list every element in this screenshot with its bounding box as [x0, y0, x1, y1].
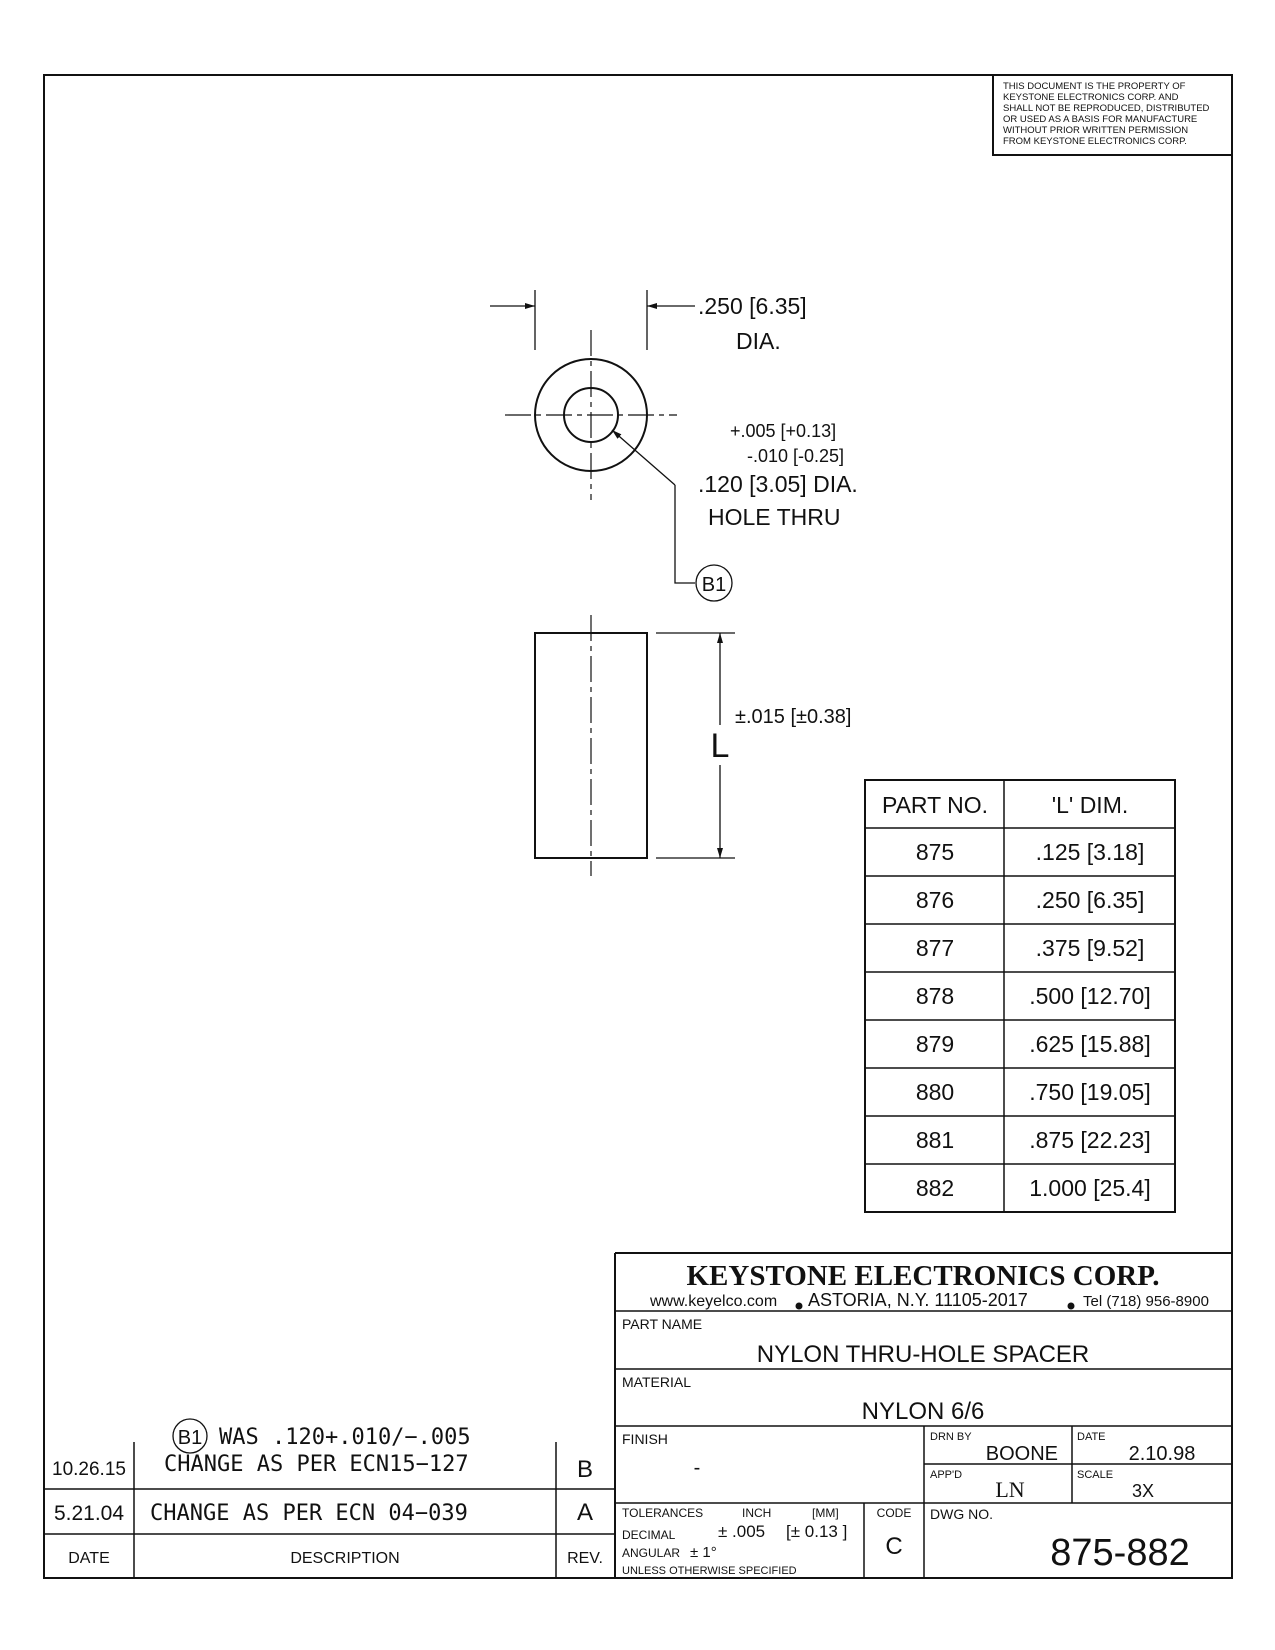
- drn-by-label: DRN BY: [930, 1431, 972, 1443]
- rev-row-rev: A: [576, 1499, 594, 1526]
- decimal-tol: ± .005: [718, 1522, 766, 1541]
- notice-line: OR USED AS A BASIS FOR MANUFACTURE: [1003, 114, 1198, 125]
- decimal-tol-mm: [± 0.13 ]: [786, 1522, 848, 1541]
- table-header-dim: 'L' DIM.: [1051, 792, 1129, 818]
- table-cell-dim: .750 [19.05]: [1029, 1079, 1151, 1105]
- outer-dia-label: .250 [6.35]: [698, 293, 807, 319]
- table-cell-part: 879: [915, 1031, 955, 1057]
- code-value: C: [885, 1533, 903, 1560]
- finish-value: -: [693, 1457, 701, 1479]
- notice-line: FROM KEYSTONE ELECTRONICS CORP.: [1003, 136, 1187, 147]
- material-label: MATERIAL: [622, 1374, 691, 1390]
- date-value: 2.10.98: [1128, 1443, 1196, 1465]
- rev-row-rev: B: [576, 1456, 594, 1483]
- table-cell-part: 882: [915, 1175, 955, 1201]
- decimal-label: DECIMAL: [622, 1528, 676, 1542]
- notice-line: WITHOUT PRIOR WRITTEN PERMISSION: [1003, 125, 1189, 136]
- side-view: [535, 615, 851, 876]
- finish-label: FINISH: [622, 1431, 668, 1447]
- scale-label: SCALE: [1077, 1469, 1114, 1481]
- table-cell-dim: .500 [12.70]: [1029, 983, 1151, 1009]
- date-label: DATE: [1077, 1431, 1106, 1443]
- notice-line: SHALL NOT BE REPRODUCED, DISTRIBUTED: [1003, 103, 1210, 114]
- inch-label: INCH: [742, 1506, 772, 1520]
- table-cell-part: 881: [915, 1127, 955, 1153]
- revision-block: [44, 1419, 615, 1578]
- part-name-label: PART NAME: [622, 1316, 703, 1332]
- hole-tol-plus: +.005 [+0.13]: [730, 421, 837, 441]
- table-cell-dim: .875 [22.23]: [1029, 1127, 1151, 1153]
- part-table: [865, 780, 1175, 1212]
- property-notice: [993, 75, 1232, 155]
- table-cell-dim: .375 [9.52]: [1035, 935, 1145, 961]
- rev-row-date: 10.26.15: [52, 1459, 126, 1480]
- outer-dia-suffix: DIA.: [736, 328, 781, 354]
- company-address: ASTORIA, N.Y. 11105-2017: [808, 1290, 1028, 1310]
- company-website: www.keyelco.com: [650, 1293, 778, 1310]
- table-cell-part: 877: [915, 935, 955, 961]
- tolerances-label: TOLERANCES: [622, 1506, 704, 1520]
- material-value: NYLON 6/6: [861, 1398, 985, 1425]
- length-tol-label: ±.015 [±0.38]: [735, 706, 852, 728]
- rev-header-description: DESCRIPTION: [290, 1550, 400, 1567]
- notice-line: THIS DOCUMENT IS THE PROPERTY OF: [1003, 81, 1186, 92]
- angular-tol: ± 1°: [690, 1544, 717, 1561]
- mm-label: [MM]: [812, 1506, 839, 1520]
- dwg-no-value: 875-882: [1050, 1532, 1190, 1574]
- rev-note-balloon: B1: [177, 1427, 203, 1449]
- dwg-no-label: DWG NO.: [930, 1506, 993, 1522]
- rev-row-description: CHANGE AS PER ECN15−127: [164, 1452, 469, 1477]
- balloon-label: B1: [701, 574, 727, 596]
- rev-row-description: CHANGE AS PER ECN 04−039: [150, 1501, 468, 1526]
- unless-note: UNLESS OTHERWISE SPECIFIED: [622, 1565, 797, 1577]
- bullet-icon: [796, 1303, 803, 1310]
- title-block: [615, 1253, 1232, 1578]
- table-cell-dim: .625 [15.88]: [1029, 1031, 1151, 1057]
- table-cell-part: 880: [915, 1079, 955, 1105]
- angular-label: ANGULAR: [622, 1546, 681, 1560]
- hole-thru-label: HOLE THRU: [708, 504, 841, 530]
- drn-by-value: BOONE: [985, 1443, 1058, 1465]
- end-view: [490, 290, 858, 601]
- table-cell-dim: 1.000 [25.4]: [1029, 1175, 1151, 1201]
- part-name: NYLON THRU-HOLE SPACER: [756, 1341, 1090, 1368]
- length-label: L: [710, 727, 730, 765]
- table-cell-part: 876: [915, 887, 955, 913]
- table-cell-part: 875: [915, 839, 955, 865]
- scale-value: 3X: [1131, 1481, 1155, 1501]
- notice-line: KEYSTONE ELECTRONICS CORP. AND: [1003, 92, 1179, 103]
- hole-dia-label: .120 [3.05] DIA.: [698, 471, 858, 497]
- rev-note-text: WAS .120+.010/−.005: [219, 1425, 471, 1450]
- company-tel: Tel (718) 956-8900: [1083, 1293, 1209, 1310]
- table-cell-part: 878: [915, 983, 955, 1009]
- table-cell-dim: .250 [6.35]: [1035, 887, 1145, 913]
- table-header-part: PART NO.: [881, 792, 989, 818]
- rev-header-date: DATE: [68, 1550, 110, 1567]
- appd-value: LN: [995, 1477, 1025, 1502]
- hole-tol-minus: -.010 [-0.25]: [747, 446, 845, 466]
- code-label: CODE: [876, 1506, 912, 1520]
- rev-header-rev: REV.: [567, 1550, 603, 1567]
- rev-row-date: 5.21.04: [53, 1502, 125, 1525]
- table-cell-dim: .125 [3.18]: [1035, 839, 1145, 865]
- appd-label: APP'D: [930, 1469, 963, 1481]
- bullet-icon: [1068, 1303, 1075, 1310]
- company-name: KEYSTONE ELECTRONICS CORP.: [686, 1260, 1160, 1292]
